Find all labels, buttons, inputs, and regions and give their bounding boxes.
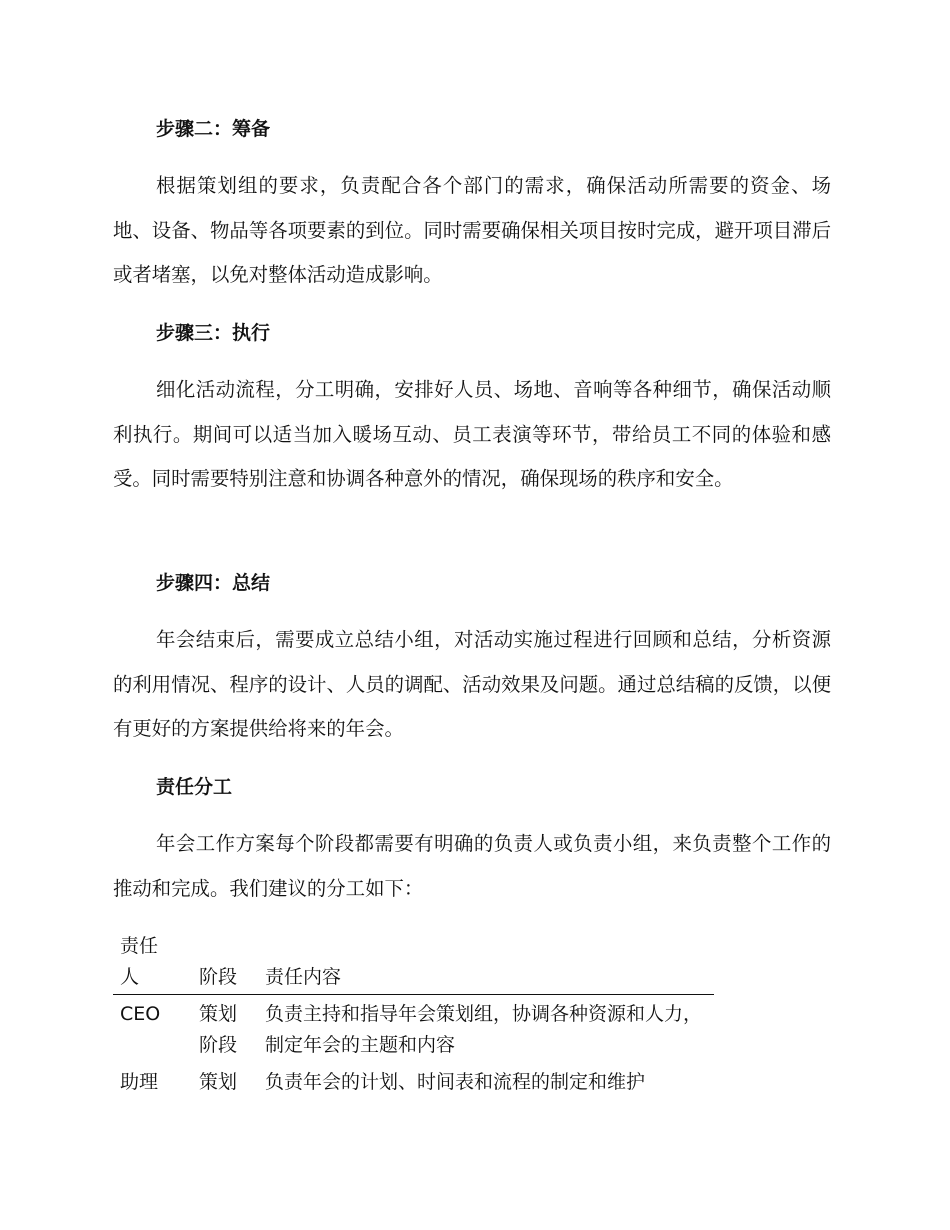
- table-row: [113, 995, 714, 1064]
- header-owner: 责任人: [120, 935, 159, 988]
- cell-content: 负责主持和指导年会策划组，协调各种资源和人力，制定年会的主题和内容: [265, 1003, 703, 1056]
- step4-paragraph: 年会结束后，需要成立总结小组，对活动实施过程进行回顾和总结，分析资源的利用情况、程序的设计、人员的调配、活动效果及问题。通过总结稿的反馈，以便有更好的方案提供给将来的年会。: [113, 628, 831, 740]
- cell-owner: 助理: [120, 1071, 159, 1093]
- step3-paragraph: 细化活动流程，分工明确，安排好人员、场地、音响等各种细节，确保活动顺利执行。期间可以适当加入暖场互动、员工表演等环节，带给员工不同的体验和感受。同时需要特别注意和协调各种意外的情况，确保现场的秩序和安全。: [113, 378, 831, 490]
- responsibility-table: [113, 931, 714, 1100]
- responsibility-paragraph: 年会工作方案每个阶段都需要有明确的负责人或负责小组，来负责整个工作的推动和完成。我们建议的分工如下：: [113, 832, 831, 900]
- step3-heading: 步骤三：执行: [156, 322, 271, 344]
- step4-heading: 步骤四：总结: [156, 572, 271, 594]
- table-row: [113, 1063, 714, 1100]
- cell-stage: 策划阶段: [199, 1003, 238, 1056]
- cell-stage: 策划: [199, 1071, 238, 1093]
- cell-owner: CEO: [120, 1003, 161, 1025]
- header-stage: 阶段: [199, 966, 238, 988]
- table-header-row: [113, 931, 714, 995]
- step2-paragraph: 根据策划组的要求，负责配合各个部门的需求，确保活动所需要的资金、场地、设备、物品等各项要素的到位。同时需要确保相关项目按时完成，避开项目滞后或者堵塞，以免对整体活动造成影响。: [113, 174, 831, 286]
- step2-heading: 步骤二：筹备: [156, 118, 271, 140]
- header-content: 责任内容: [265, 966, 342, 988]
- responsibility-heading: 责任分工: [156, 776, 233, 798]
- cell-content: 负责年会的计划、时间表和流程的制定和维护: [265, 1071, 646, 1093]
